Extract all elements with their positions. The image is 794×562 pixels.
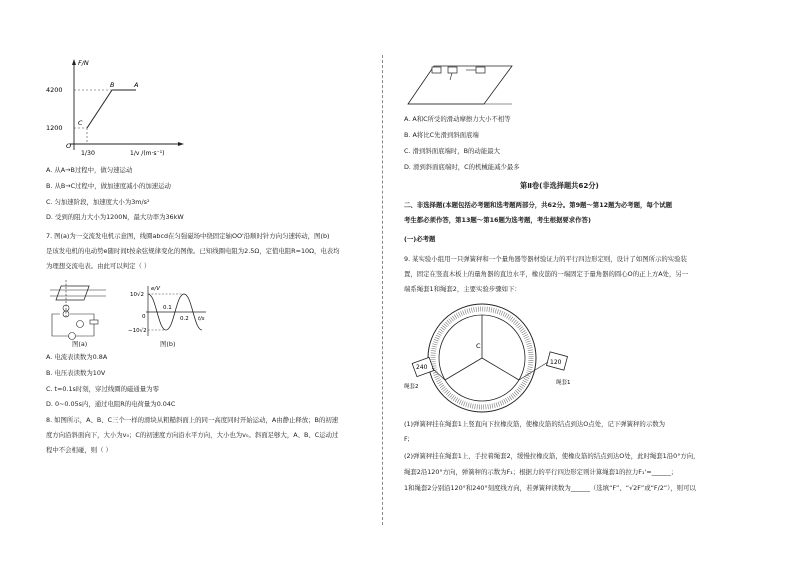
q7-option-d: D. 0~0.05s内，通过电阻R的电荷量为0.04C: [46, 400, 176, 408]
q6-x-arrow: [178, 142, 184, 146]
q7-generator-figure: [46, 278, 118, 346]
q8-block-a: [432, 67, 441, 73]
q9-step-1-cont: F;: [404, 435, 410, 443]
q6-option-b: B. 从B→C过程中，做加速度减小的加速运动: [46, 182, 171, 190]
part2-intro-2: 考生都必须作答，第13题～第16题为选考题，考生根据要求作答): [404, 216, 591, 224]
q9-step-3: 1和绳套2分别沿120°和240°刻度线方向，若弹簧秤读数为______（选填“F”、“√2F”或“F/2”），则可以: [404, 484, 696, 492]
q7-option-a: A. 电流表读数为0.8A: [46, 353, 108, 361]
q9-step-2: (2)弹簧秤挂在绳套1上，手拉着绳套2，缓慢拉橡皮筋，使橡皮筋的结点到达O处，此时绳套1沿0°方向，: [404, 452, 700, 460]
q6-option-c: C. 匀加速阶段，加速度大小为3m/s²: [46, 198, 150, 206]
q6-point-a: A: [134, 81, 139, 89]
required-heading: (一)必考题: [404, 235, 436, 243]
q6-y-tick-1200: 1200: [46, 124, 63, 132]
q7-y-bottom: −10√2: [128, 328, 147, 334]
q7-coil: [56, 286, 89, 300]
q9-step-1: (1)弹簧秤挂在绳套1上竖直向下拉橡皮筋，使橡皮筋的结点到达O点处，记下弹簧秤的示数为: [404, 420, 665, 428]
q7-line-3: 为理想交流电表。由此可以判定（ ）: [46, 262, 151, 270]
q6-origin: O: [66, 142, 72, 150]
q7-y-label: e/V: [151, 286, 160, 292]
q7-option-c: C. t=0.1s时刻，穿过线圈的磁通量为零: [46, 385, 159, 393]
q7-x-tick-1: 0.1: [163, 305, 172, 311]
q8-line-2: 度方向沿斜面向下，大小为v₀；C的初速度方向沿水平方向，大小也为v₀。斜面足够大，A、B、C运动过: [46, 431, 339, 439]
q9-line-right: [482, 358, 519, 380]
q9-protractor-figure: [404, 298, 604, 418]
q7-line-1: 7. 图(a)为一交流发电机示意图，线圈abcd在匀强磁场中绕固定轴OO'沿顺时针方向匀速转动，图(b): [46, 232, 330, 240]
q7-voltmeter-icon: [77, 321, 84, 328]
q8-option-a: A. A和C所受的滑动摩擦力大小不相等: [404, 115, 511, 123]
q8-line-1: 8. 如图所示，A、B、C三个一样的滑块从粗糙斜面上的同一高度同时开始运动，A由静止释放；B的初速: [46, 416, 339, 424]
q9-center-label: C: [476, 342, 481, 350]
q6-y-label: F/N: [78, 59, 89, 67]
q9-tag-right-label: 120: [550, 359, 562, 366]
q8-arrow-b: [450, 73, 452, 80]
q8-block-c: [476, 67, 485, 73]
q9-line-2: 置，固定在竖直木板上的量角器的直边水平，橡皮筋的一端固定于量角器的圆心O的正上方A处，另一: [404, 270, 689, 278]
q9-line-3: 端系绳套1和绳套2，主要实验步骤如下：: [404, 285, 521, 293]
q8-line-3: 程中不会相碰，则（ ）: [46, 446, 112, 454]
q9-step-2-cont: 绳套2沿120°方向，弹簧秤的示数为F₁；根据力的平行四边形定则计算绳套1的拉力F₁'=______；: [404, 468, 678, 476]
q7-origin: 0: [142, 314, 146, 320]
q7-line-2: 是该发电机的电动势e随时间t按余弦规律变化的图像。已知线圈电阻为2.5Ω，定值电阻R=10Ω，电表均: [46, 247, 340, 255]
q7-emf-graph: [128, 282, 210, 342]
q6-point-b: B: [110, 81, 115, 89]
q7-resistor-icon: [90, 320, 98, 324]
part2-title: 第Ⅱ卷(非选择题共62分): [520, 181, 599, 190]
q8-block-b: [448, 67, 457, 73]
q7-fig-b-caption: 图(b): [160, 340, 176, 348]
q8-incline: [408, 66, 512, 104]
q6-y-tick-4200: 4200: [46, 86, 63, 94]
q8-option-c: C. 滑到斜面底端时，B的动能最大: [404, 147, 500, 155]
q6-line-bc: [87, 90, 112, 128]
q7-option-b: B. 电压表读数为10V: [46, 369, 106, 377]
q7-fig-a-caption: 图(a): [72, 340, 88, 348]
column-divider: [382, 55, 383, 525]
part2-intro-1: 二、非选择题(本题包括必考题和选考题两部分，共62分。第9题～第12题为必考题，每个试题: [404, 201, 672, 209]
q6-point-c: C: [78, 119, 83, 127]
q7-x-label: t/s: [198, 316, 205, 322]
q6-x-label: 1/v /(m·s⁻¹): [130, 150, 165, 157]
q8-incline-figure: [404, 60, 516, 110]
q9-tag-left-label: 240: [416, 364, 428, 371]
q6-x-tick: 1/30: [81, 150, 95, 157]
q6-y-arrow: [72, 59, 76, 65]
q6-force-graph: [40, 55, 190, 165]
q7-ammeter-icon: [69, 333, 76, 340]
q8-option-d: D. 滑到斜面底端时，C的机械能减少最多: [404, 163, 520, 171]
q9-line-1: 9. 某实验小组用一只弹簧秤和一个量角器等器材验证力的平行四边形定则，设计了如图所示的实验装: [404, 255, 687, 263]
q9-loop-left-label: 绳套2: [404, 384, 419, 390]
q9-line-left: [445, 358, 482, 380]
q8-option-b: B. A将比C先滑到斜面底端: [404, 131, 479, 139]
q6-option-a: A. 从A→B过程中，做匀速运动: [46, 166, 133, 174]
q9-loop-right-label: 绳套1: [556, 380, 571, 386]
q7-y-top: 10√2: [130, 292, 145, 298]
q6-option-d: D. 受到的阻力大小为1200N，最大功率为36kW: [46, 213, 184, 221]
q7-x-tick-2: 0.2: [180, 316, 189, 322]
